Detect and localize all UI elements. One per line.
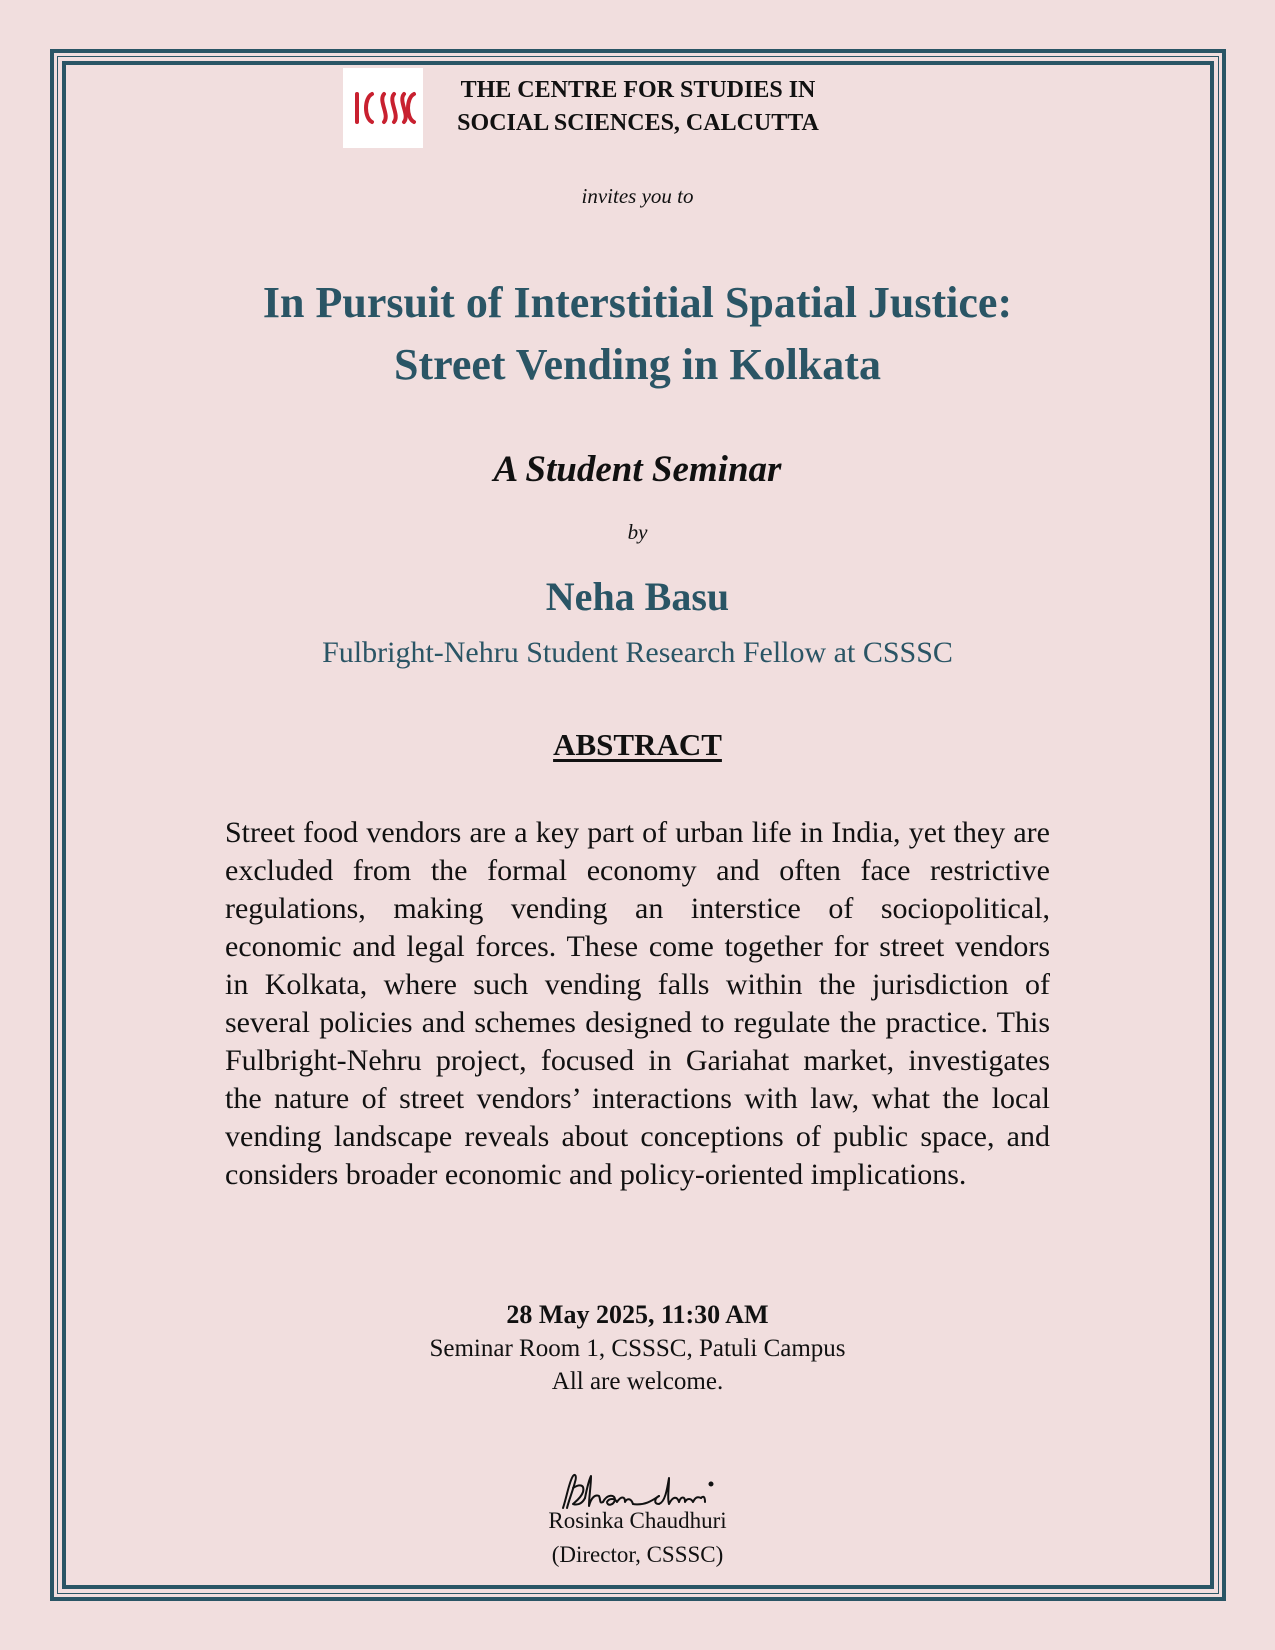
speaker-name: Neha Basu: [545, 574, 730, 619]
institution-name: [428, 74, 848, 140]
title-line-2: Street Vending in Kolkata: [394, 340, 881, 389]
event-type: A Student Seminar: [493, 449, 782, 490]
event-venue: Seminar Room 1, CSSSC, Patuli Campus: [429, 1335, 846, 1362]
institution-line-1: THE CENTRE FOR STUDIES IN: [460, 77, 816, 103]
invites-text: invites you to: [581, 184, 694, 208]
welcome-note: All are welcome.: [551, 1368, 724, 1395]
csssc-logo: [343, 68, 423, 148]
speaker-affiliation: Fulbright-Nehru Student Research Fellow at CSSSC: [322, 636, 953, 669]
seminar-title: [0, 272, 1275, 396]
event-datetime: 28 May 2025, 11:30 AM: [506, 1300, 769, 1329]
abstract-heading: ABSTRACT: [553, 727, 722, 762]
signatory-role: (Director, CSSSC): [551, 1542, 724, 1567]
csssc-logo-icon: [343, 68, 423, 148]
signatory-name: Rosinka Chaudhuri: [548, 1508, 727, 1533]
title-line-1: In Pursuit of Interstitial Spatial Justice:: [262, 278, 1013, 327]
institution-line-2: SOCIAL SCIENCES, CALCUTTA: [457, 110, 819, 136]
by-text: by: [627, 520, 648, 544]
abstract-text: Street food vendors are a key part of urban life in India, yet they are excluded from the formal economy and often face restrictive regulations, making vending an interstice of sociopolitical, economic and legal forces. These come together for street vendors in Kolkata, where such vending falls within the jurisdiction of several policies and schemes designed to regulate the practice. This Fulbright-Nehru project, focused in Gariahat market, investigates the nature of street vendors’ interactions with law, what the local vending landscape reveals about conceptions of public space, and considers broader economic and policy-oriented implications.: [225, 816, 1050, 1191]
